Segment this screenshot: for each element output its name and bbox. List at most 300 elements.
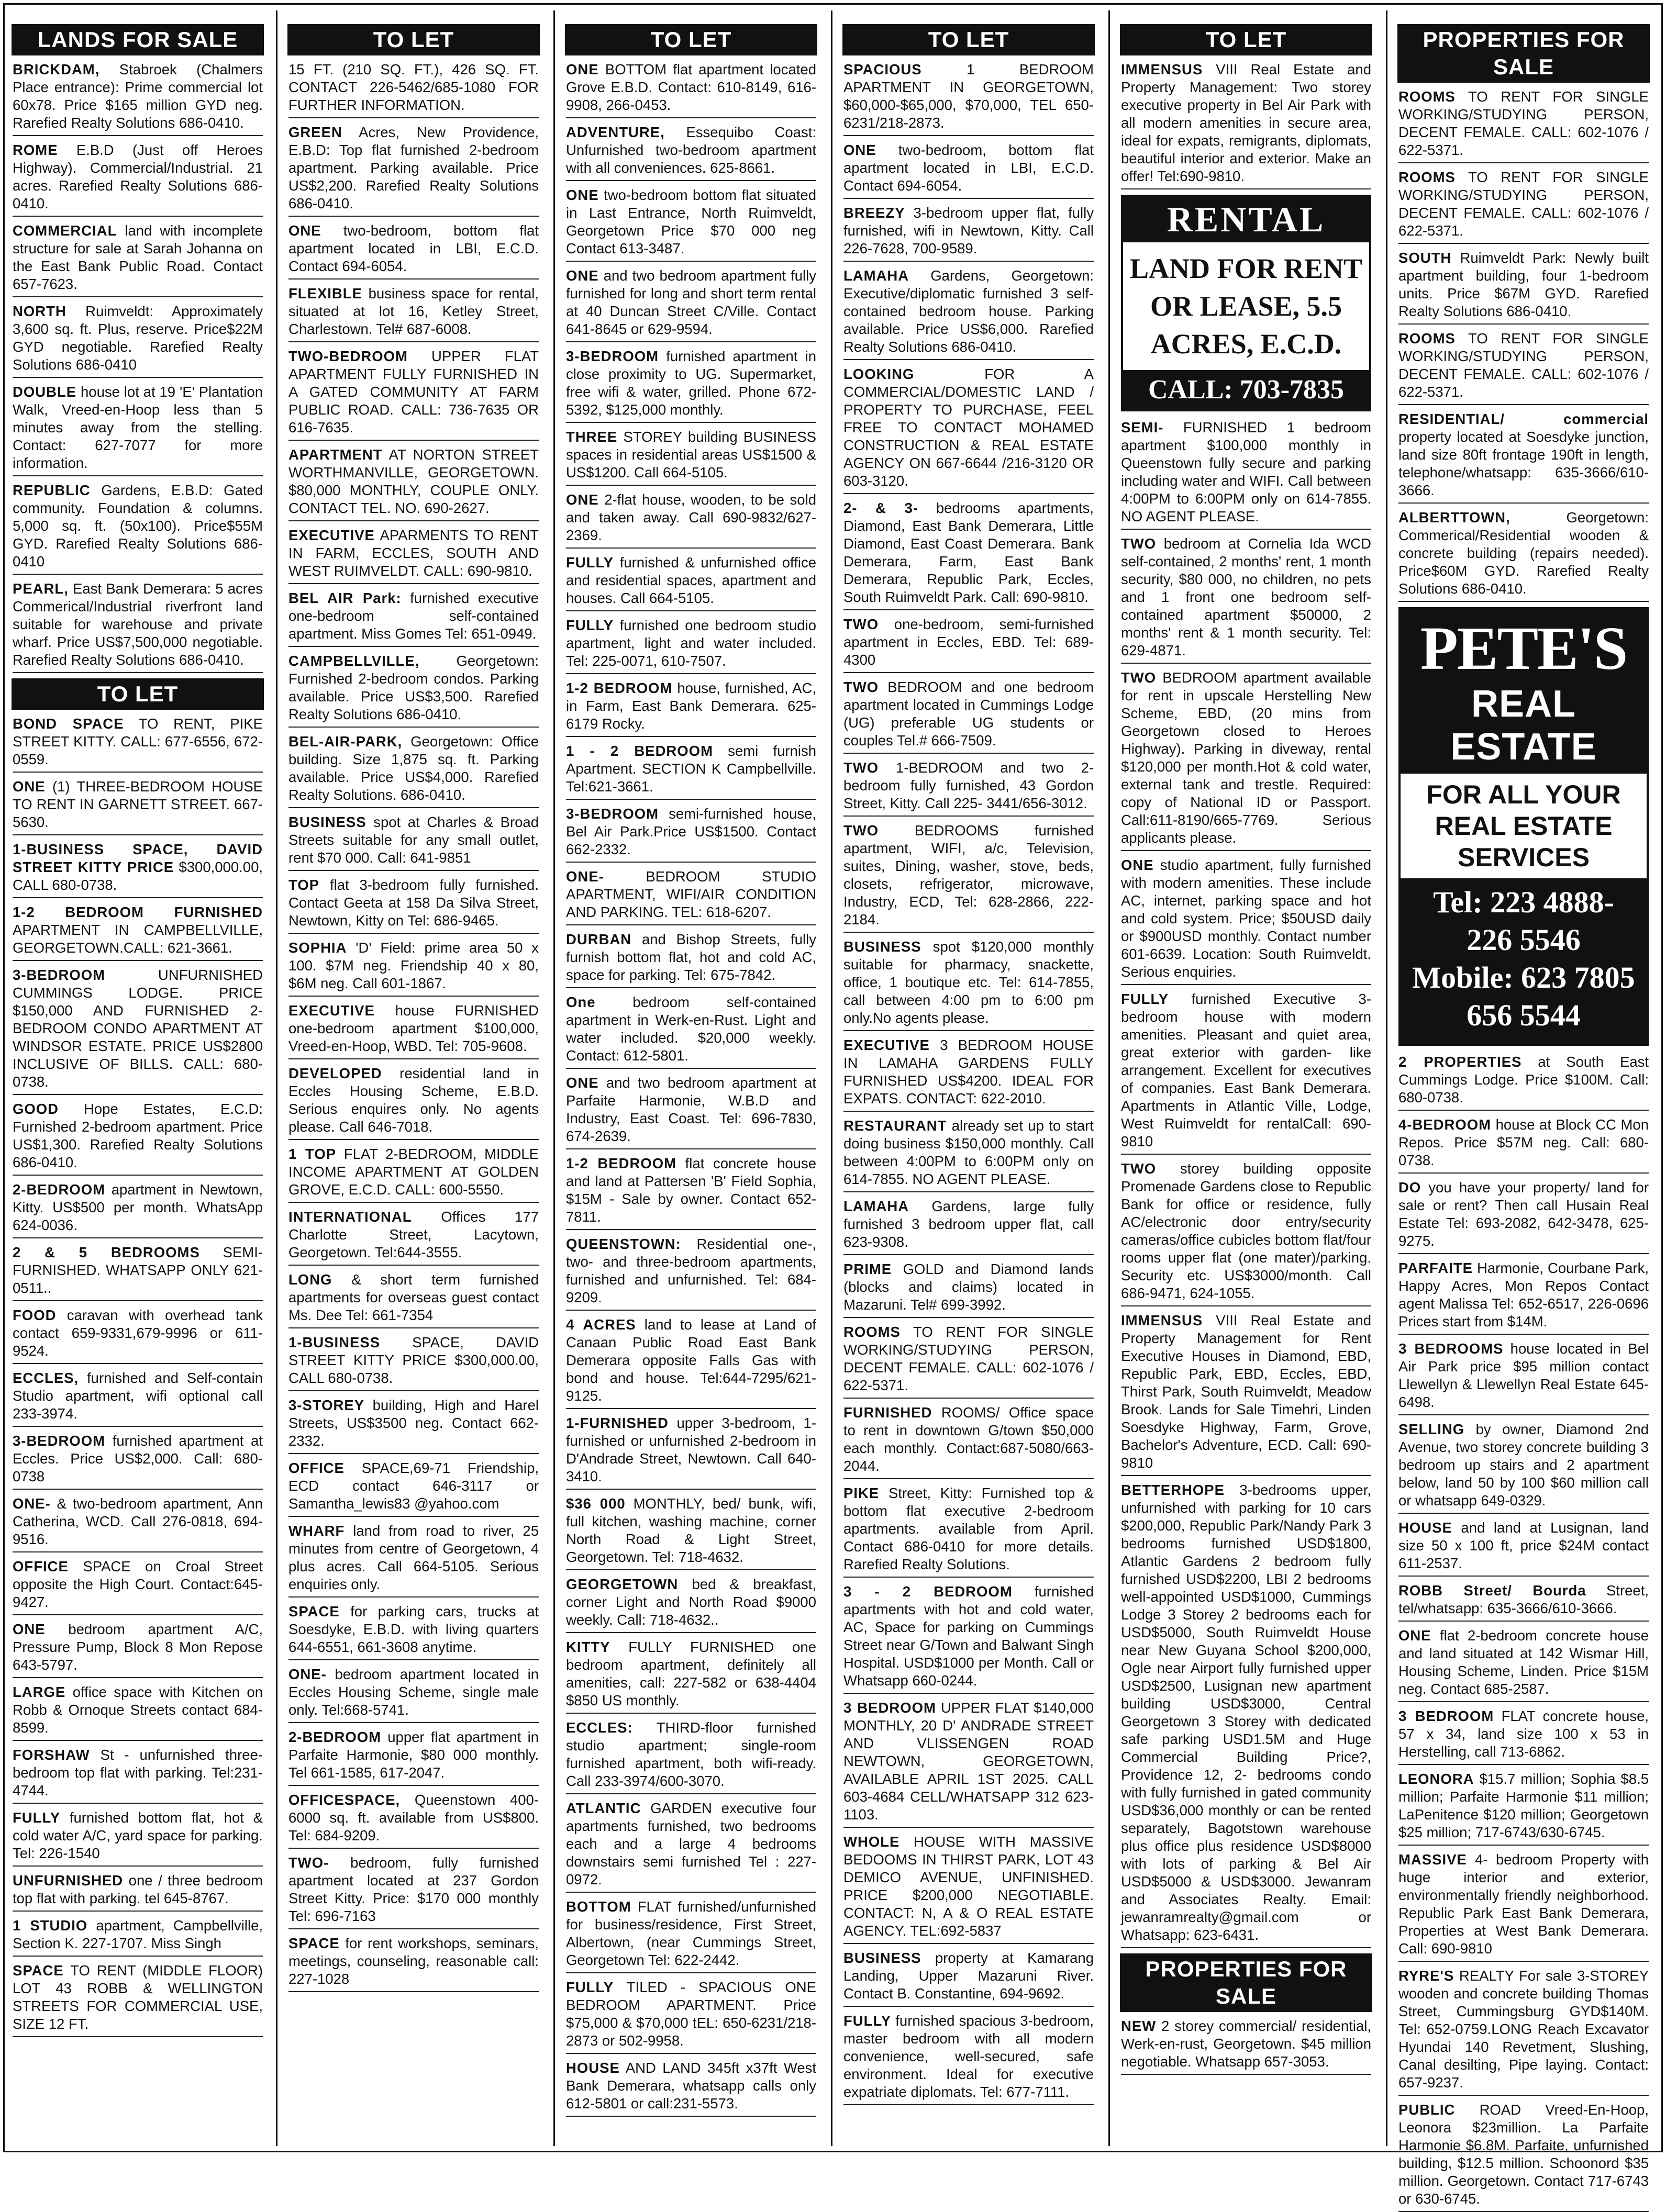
ad-keyword: BREEZY	[843, 205, 905, 221]
classified-ad	[1398, 88, 1649, 163]
classified-ad	[843, 2012, 1094, 2105]
ad-keyword: GOOD	[13, 1101, 59, 1117]
ad-text: SEMI-FURNISHED. WHATSAPP ONLY 621-0511..	[13, 1244, 263, 1296]
classified-ad	[566, 742, 816, 800]
classified-ad	[288, 1145, 539, 1203]
ad-keyword: TWO	[843, 679, 879, 695]
classified-ad	[566, 1638, 816, 1714]
ad-text: TO RENT FOR SINGLE WORKING/STUDYING PERSON, DECENT FEMALE. CALL: 602-1076 / 622-5371.	[843, 1324, 1094, 1393]
ad-text: furnished apartment at Eccles. Price US$2,000. Call: 680-0738	[13, 1433, 263, 1484]
classified-ad	[1398, 1627, 1649, 1702]
classified-ad	[13, 903, 263, 961]
petes-tel-2: 226 5546	[1467, 923, 1581, 957]
ad-text: bedroom apartment located in Eccles Housing Scheme, single male only. Tel:668-5741.	[288, 1666, 539, 1718]
classified-ad	[566, 1800, 816, 1893]
classified-ad	[1398, 169, 1649, 244]
ad-keyword: FURNISHED	[843, 1404, 932, 1421]
ad-text: apartment, Campbellville, Section K. 227-1707. Miss Singh	[13, 1917, 263, 1951]
rental-box-ad	[1121, 195, 1371, 411]
classified-ad	[1398, 1340, 1649, 1415]
classified-ad	[13, 1621, 263, 1678]
ad-keyword: 1-2 BEDROOM	[566, 680, 673, 696]
classified-ad	[566, 1155, 816, 1230]
classified-ad	[288, 222, 539, 280]
ad-keyword: 1 STUDIO	[13, 1917, 88, 1934]
ad-keyword: TWO	[1121, 535, 1157, 552]
classified-ad	[843, 365, 1094, 494]
ad-text: BEDROOM apartment available for rent in upscale Herstelling New Scheme, EBD, (20 mins from Georgetown closed to Heroes Highway). Parking in diveway, rental $120,000 per month.Hot & cold water, external tank and trestle. Required: copy of National ID or Passport. Call:611-8190/665-7769. Serious applicants please.	[1121, 669, 1371, 846]
classified-ad	[288, 527, 539, 584]
ad-text: UNFURNISHED CUMMINGS LODGE. PRICE $150,000 AND FURNISHED 2-BEDROOM CONDO APARTMENT AT WINDSOR ESTATE. PRICE US$2800 INCLUSIVE OF BILLS. CALL: 680-0738.	[13, 967, 263, 1090]
ad-text: semi-furnished house, Bel Air Park.Price US$1500. Contact 662-2332.	[566, 806, 817, 857]
classified-ad	[1121, 856, 1371, 985]
classified-ad	[843, 61, 1094, 136]
classified-ad	[1398, 1707, 1649, 1765]
ad-keyword: ONE	[13, 778, 46, 795]
ad-keyword: 3-BEDROOM	[566, 806, 659, 822]
ad-keyword: ONE-	[13, 1495, 51, 1512]
ad-text: HOUSE WITH MASSIVE BEDOOMS IN THIRST PARK, LOT 43 DEMICO AVENUE, UNFINISHED. PRICE $200,000 NEGOTIABLE. CONTACT: N, A & O REAL ESTATE AGENCY. TEL:692-5837	[843, 1834, 1094, 1939]
ad-text: Stabroek (Chalmers Place entrance): Prime commercial lot 60x78. Price $165 million GYD neg. Rarefied Realty Solutions 686-0410.	[13, 61, 263, 131]
ad-keyword: 3 BEDROOMS	[1398, 1340, 1504, 1357]
classified-ad	[288, 1459, 539, 1517]
classified-ad	[288, 1271, 539, 1328]
rental-box-title: RENTAL	[1123, 197, 1369, 242]
ad-text: REALTY For sale 3-STOREY wooden and concrete building Thomas Street, Cummingsburg GYD$140M. Tel: 652-0759.LONG Reach Excavator Hyundai 140 Revetment, Slushing, Canal desilting, Pipe laying. Contact: 657-9237.	[1398, 1968, 1649, 2091]
ad-keyword: 1 TOP	[288, 1146, 337, 1162]
classified-ad	[288, 446, 539, 521]
classified-ad	[1398, 1259, 1649, 1335]
classified-ad	[843, 204, 1094, 262]
ad-text: St - unfurnished three-bedroom top flat with parking. Tel:231-4744.	[13, 1747, 263, 1798]
ad-text: one / three bedroom top flat with parking. tel 645-8767.	[13, 1872, 263, 1906]
classified-ad	[13, 303, 263, 378]
ad-text: East Bank Demerara: 5 acres Commerical/Industrial riverfront land suitable for warehouse and private wharf. Price US$7,500,000 negotiable. Rarefied Realty Solutions 686-0410.	[13, 580, 263, 668]
ad-keyword: ROBB Street/ Bourda	[1398, 1582, 1586, 1599]
ad-text: flat 2-bedroom concrete house and land situated at 142 Wismar Hill, Housing Scheme, Linden. Price $15M neg. Contact 685-2587.	[1398, 1627, 1649, 1697]
classified-ad	[566, 2059, 816, 2117]
ad-keyword: ONE	[566, 1075, 599, 1091]
ad-text: & two-bedroom apartment, Ann Catherina, WCD. Call 276-0818, 694-9516.	[13, 1495, 263, 1547]
ad-text: TILED - SPACIOUS ONE BEDROOM APARTMENT. Price $75,000 & $70,000 tEL: 650-6231/218-2873 or 502-9958.	[566, 1979, 816, 2049]
ad-keyword: 3-BEDROOM	[13, 967, 106, 983]
ad-text: storey building opposite Promenade Gardens close to Republic Bank for office or residence, fully AC/electronic door entry/security cameras/office cubicles bottom flat/four rooms upper flat (one mater)/parking. Security etc. US$3000/month. Call 686-9471, 624-1055.	[1121, 1160, 1371, 1301]
ad-text: APARTMENT IN CAMPBELLVILLE, GEORGETOWN.CALL: 621-3661.	[13, 922, 263, 956]
ad-keyword: ECCLES:	[566, 1719, 633, 1736]
ad-text: TO RENT FOR SINGLE WORKING/STUDYING PERSON, DECENT FEMALE. CALL: 602-1076 / 622-5371.	[1398, 330, 1649, 400]
ad-text: Harmonie, Courbane Park, Happy Acres, Mon Repos Contact agent Malissa Tel: 652-6517, 226-0696 Prices start from $14M.	[1398, 1260, 1649, 1330]
ad-keyword: ROME	[13, 142, 58, 158]
ad-text: furnished bottom flat, hot & cold water A/C, yard space for parking. Tel: 226-1540	[13, 1809, 263, 1861]
ad-text: spot $120,000 monthly suitable for pharmacy, snackette, office, 1 boutique etc. Tel: 614-7855, call between 4:00 pm to 6:00 pm only.No agents please.	[843, 939, 1094, 1026]
ad-text: bedroom at Cornelia Ida WCD self-contained, 2 months' rent, 1 month security, $80 000, no children, no pets and 1 front one bedroom self-contained apartment $50000, 2 months' rent & 1 month security. Tel: 629-4871.	[1121, 535, 1371, 658]
ad-keyword: SEMI-	[1121, 419, 1164, 435]
classified-ad	[1398, 1519, 1649, 1577]
ad-text: bedrooms apartments, Diamond, East Bank Demerara, Little Diamond, East Coast Demerara. Bank Demerara, Farm, East Bank Demerara, Republic Park, Eccles, South Ruimveldt Park. Call: 690-9810.	[843, 500, 1094, 605]
classified-ad	[1398, 1967, 1649, 2096]
ad-keyword: ALBERTTOWN,	[1398, 509, 1510, 526]
ad-text: Street, Kitty: Furnished top & bottom flat executive 2-bedroom apartments. available from April. Contact 686-0410 for more details. Rarefied Realty Solutions.	[843, 1485, 1094, 1572]
ad-text: GARDEN executive four apartments furnished, two bedrooms each and a large 4 bedrooms downstairs semi furnished Tel : 227-0972.	[566, 1800, 816, 1887]
classified-ad	[1121, 1481, 1371, 1948]
ad-keyword: PARFAITE	[1398, 1260, 1473, 1276]
ad-text: 1 BEDROOM APARTMENT IN GEORGETOWN, $60,000-$65,000, $70,000, TEL 650-6231/218-2873.	[843, 61, 1094, 131]
classified-ad	[566, 1414, 816, 1490]
ad-text: house located in Bel Air Park price $95 million contact Llewellyn & Llewellyn Real Estate 645-6498.	[1398, 1340, 1649, 1410]
classified-ad	[843, 267, 1094, 360]
ad-keyword: One	[566, 994, 596, 1010]
classified-ad	[843, 1117, 1094, 1192]
ad-text: furnished & unfurnished office and residential spaces, apartment and houses. Call 664-5105.	[566, 554, 816, 606]
classified-ad	[13, 1872, 263, 1912]
ad-text: upper flat apartment in Parfaite Harmonie, $80 000 monthly. Tel 661-1585, 617-2047.	[288, 1729, 539, 1781]
classified-ad	[13, 1100, 263, 1176]
ad-keyword: RESIDENTIAL/ commercial	[1398, 411, 1649, 427]
ad-keyword: UNFURNISHED	[13, 1872, 124, 1889]
ad-keyword: FULLY	[566, 617, 614, 633]
ad-keyword: SOPHIA	[288, 940, 347, 956]
ad-keyword: ADVENTURE,	[566, 124, 665, 140]
ad-keyword: ECCLES,	[13, 1370, 79, 1386]
ad-text: two-bedroom, bottom flat apartment located in LBI, E.C.D. Contact 694-6054.	[843, 142, 1094, 194]
ad-keyword: TWO	[843, 822, 879, 839]
classified-ad	[288, 1002, 539, 1059]
ad-keyword: 3-STOREY	[288, 1397, 365, 1413]
classified-ad	[1121, 535, 1371, 664]
classified-ad	[566, 428, 816, 486]
ad-text: two-bedroom bottom flat situated in Last Entrance, North Ruimveldt, Georgetown Price $70 000 neg Contact 613-3487.	[566, 187, 817, 256]
ad-keyword: 2-BEDROOM	[13, 1181, 106, 1198]
ad-text: Georgetown: Furnished 2-bedroom condos. Parking available. Price US$3,500. Rarefied Realty Solutions 686-0410.	[288, 653, 539, 722]
ad-keyword: FULLY	[1121, 991, 1169, 1007]
ad-text: land from road to river, 25 minutes from centre of Georgetown, 4 plus acres. Call 664-5105. Serious enquiries only.	[288, 1523, 539, 1592]
classified-ad	[843, 1833, 1094, 1944]
ad-text: two-bedroom, bottom flat apartment located in LBI, E.C.D. Contact 694-6054.	[288, 222, 539, 274]
classified-ad	[13, 1809, 263, 1867]
classified-ad	[566, 1719, 816, 1794]
classified-ad	[13, 1683, 263, 1741]
classified-ad	[566, 931, 816, 988]
column-1	[9, 21, 266, 2146]
ad-keyword: 1-2 BEDROOM FURNISHED	[13, 904, 263, 920]
ad-keyword: ONE	[1398, 1627, 1431, 1644]
ad-text: FULLY FURNISHED one bedroom apartment, definitely all amenities, call: 227-582 or 638-4404 $850 US monthly.	[566, 1639, 816, 1708]
ad-text: Street, tel/whatsapp: 635-3666/610-3666.	[1398, 1582, 1649, 1616]
ad-text: Hope Estates, E.C.D: Furnished 2-bedroom apartment. Price US$1,300. Rarefied Realty Solutions 686-0410.	[13, 1101, 263, 1170]
classified-ad	[288, 652, 539, 728]
classified-ad	[843, 822, 1094, 933]
ad-text: furnished executive one-bedroom self-contained apartment. Miss Gomes Tel: 651-0949.	[288, 590, 539, 642]
ad-keyword: SELLING	[1398, 1421, 1465, 1437]
ad-keyword: $36 000	[566, 1495, 626, 1512]
classified-ad	[566, 186, 816, 262]
ad-text: ROAD Vreed-En-Hoop, Leonora $23million. La Parfaite Harmonie $6.8M. Parfaite, unfurnished building, $12.5 million. Schoonord $35 million. Georgetown. Contact 717-6743 or 630-6745.	[1398, 2102, 1649, 2207]
classified-ad	[1398, 1421, 1649, 1514]
petes-tel: Tel: 223 4888-	[1433, 885, 1614, 919]
ad-keyword: BUSINESS	[843, 1950, 921, 1966]
ad-keyword: BETTERHOPE	[1121, 1482, 1225, 1498]
ad-keyword: ROOMS	[843, 1324, 901, 1340]
ad-text: STOREY building BUSINESS spaces in residential areas US$1500 & US$1200. Call 664-5105.	[566, 429, 816, 481]
ad-keyword: ROOMS	[1398, 169, 1456, 185]
ad-text: bedroom self-contained apartment in Werk-en-Rust. Light and water included. $20,000 weekly. Contact: 612-5801.	[566, 994, 816, 1064]
ad-text: flat 3-bedroom fully furnished. Contact Geeta at 158 Da Silva Street, Newtown, Kitty on Tel: 686-9465.	[288, 877, 539, 929]
classified-ad	[13, 1917, 263, 1957]
column-rule	[276, 10, 277, 2146]
ad-keyword: 2- & 3-	[843, 500, 919, 516]
classified-ad	[566, 267, 816, 342]
classified-ad	[566, 617, 816, 674]
classified-ad	[288, 1522, 539, 1597]
classified-ad	[13, 1181, 263, 1238]
ad-keyword: WHOLE	[843, 1834, 900, 1850]
ad-text: THIRD-floor furnished studio apartment; single-room furnished apartment, both wifi-ready. Call 233-3974/600-3070.	[566, 1719, 816, 1789]
ad-keyword: PEARL,	[13, 580, 69, 597]
petes-subtitle: REAL ESTATE	[1401, 683, 1647, 774]
ad-keyword: ONE	[566, 61, 599, 77]
classified-ad	[843, 938, 1094, 1031]
column-4	[840, 21, 1097, 2146]
classified-ad	[288, 589, 539, 647]
classified-ad	[13, 1746, 263, 1804]
section-header-properties-for-sale: PROPERTIES FOR SALE	[1397, 24, 1650, 83]
ad-keyword: SPACIOUS	[843, 61, 922, 77]
classified-ad	[843, 678, 1094, 754]
ad-text: you have your property/ land for sale or rent? Then call Husain Real Estate Tel: 693-2082, 642-3478, 625-9275.	[1398, 1179, 1649, 1249]
ad-text: APARMENTS TO RENT IN FARM, ECCLES, SOUTH AND WEST RUIMVELDT. CALL: 690-9810.	[288, 527, 539, 579]
classified-ad	[13, 482, 263, 575]
ad-keyword: BRICKDAM,	[13, 61, 100, 77]
section-header-to-let: TO LET	[842, 24, 1095, 55]
classified-ad	[566, 993, 816, 1069]
ad-text: 'D' Field: prime area 50 x 100. $7M neg. Friendship 40 x 80, $6M neg. Call 601-1867.	[288, 940, 539, 991]
ad-text: and two bedroom apartment at Parfaite Harmonie, W.B.D and Industry, East Coast. Tel: 696-7830, 674-2639.	[566, 1075, 817, 1144]
ad-text: upper 3-bedroom, 1-furnished or unfurnished 2-bedroom in D'Andrade Street, Newtown. Call 640-3410.	[566, 1415, 817, 1484]
ad-keyword: 1-FURNISHED	[566, 1415, 669, 1431]
classified-ad	[13, 61, 263, 136]
ad-text: and land at Lusignan, land size 50 x 100 ft, price $24M contact 611-2537.	[1398, 1520, 1649, 1571]
ad-keyword: EXECUTIVE	[843, 1037, 930, 1053]
classified-ad	[843, 1036, 1094, 1112]
ad-keyword: IMMENSUS	[1121, 61, 1203, 77]
classified-ad	[288, 1334, 539, 1391]
classified-ad	[1121, 1312, 1371, 1476]
classified-ad	[1398, 1179, 1649, 1254]
classified-ad	[566, 1576, 816, 1633]
ad-text: $15.7 million; Sophia $8.5 million; Parfaite Harmonie $11 million; LaPenitence $120 million; Georgetown $25 million; 717-6743/630-6745.	[1398, 1771, 1649, 1840]
classified-ad	[566, 679, 816, 737]
ad-keyword: DO	[1398, 1179, 1421, 1196]
ad-text: business space for rental, situated at lot 16, Ketley Street, Charlestown. Tel# 687-6008.	[288, 285, 539, 337]
ad-keyword: ONE-	[566, 868, 604, 885]
ad-text: spot at Charles & Broad Streets suitable for any small outlet, rent $70 000. Call: 641-9851	[288, 814, 539, 866]
ad-text: $300,000.00, CALL 680-0738.	[13, 859, 263, 893]
classified-ad	[843, 1323, 1094, 1399]
classified-ad	[288, 813, 539, 871]
ad-keyword: TWO	[843, 616, 879, 632]
rental-box-phone: CALL: 703-7835	[1123, 370, 1369, 409]
classified-ad	[843, 1404, 1094, 1479]
ad-keyword: BUSINESS	[288, 814, 366, 830]
ad-keyword: LONG	[288, 1271, 332, 1288]
classified-ad	[843, 1198, 1094, 1255]
classified-ad	[288, 733, 539, 808]
ad-keyword: PIKE	[843, 1485, 880, 1501]
ad-list	[9, 715, 266, 2037]
classified-ad	[288, 1065, 539, 1140]
ad-text: 3 BEDROOM HOUSE IN LAMAHA GARDENS FULLY FURNISHED US$4200. IDEAL FOR EXPATS. CONTACT: 622-2010.	[843, 1037, 1094, 1107]
ad-text: house at Block CC Mon Repos. Price $57M neg. Call: 680-0738.	[1398, 1116, 1649, 1168]
classified-ad	[1121, 990, 1371, 1155]
petes-phones	[1401, 878, 1647, 1044]
ad-text: land to lease at Land of Canaan Public Road East Bank Demerara opposite Falls Gas with bond and house. Tel:644-7295/621-9125.	[566, 1316, 817, 1404]
classified-ad	[288, 1791, 539, 1849]
classified-ad	[13, 580, 263, 673]
classified-ad	[1398, 330, 1649, 405]
classified-ad	[566, 1235, 816, 1311]
ad-text: TO RENT FOR SINGLE WORKING/STUDYING PERSON, DECENT FEMALE. CALL: 602-1076 / 622-5371.	[1398, 169, 1649, 239]
ad-text: SPACE on Croal Street opposite the High Court. Contact:645-9427.	[13, 1558, 263, 1610]
ad-text: Offices 177 Charlotte Street, Lacytown, Georgetown. Tel:644-3555.	[288, 1209, 539, 1260]
ad-text: BEDROOM and one bedroom apartment located in Cummings Lodge (UG) preferable UG students or couples Tel.# 666-7509.	[843, 679, 1094, 748]
ad-text: UPPER FLAT APARTMENT FULLY FURNISHED IN A GATED COMMUNITY AT FARM PUBLIC ROAD. CALL: 736-7635 OR 616-7635.	[288, 348, 539, 435]
ad-keyword: LOOKING	[843, 366, 915, 382]
classified-ad	[13, 383, 263, 476]
ad-text: Gardens, Georgetown: Executive/diplomatic furnished 3 self-contained bedroom house. Parking available. Price US$6,000. Rarefied Realty Solutions 686-0410.	[843, 267, 1094, 355]
classified-ad	[13, 966, 263, 1095]
ad-keyword: BUSINESS	[843, 939, 921, 955]
ad-text: furnished Executive 3-bedroom house with modern amenities. Pleasant and quiet area, great exterior with garden- like arrangement. Excellent for executives of companies. East Bank Demerara. Apartments in Atlantic Ville, Lodge, West Ruimveldt for rentalCall: 690-9810	[1121, 991, 1371, 1149]
ad-keyword: INTERNATIONAL	[288, 1209, 412, 1225]
ad-keyword: ROOMS	[1398, 88, 1456, 105]
ad-text: by owner, Diamond 2nd Avenue, two storey concrete building 3 bedroom up stairs and 2 apartment below, land 50 by 100 $60 million call or whatsapp 649-0329.	[1398, 1421, 1649, 1509]
ad-text: TO RENT (MIDDLE FLOOR) LOT 43 ROBB & WELLINGTON STREETS FOR COMMERCIAL USE, SIZE 12 FT.	[13, 1962, 263, 2032]
classified-ad	[566, 348, 816, 423]
ad-text: bed & breakfast, corner Light and North Road $9000 weekly. Call: 718-4632..	[566, 1576, 817, 1628]
classified-ad	[843, 1484, 1094, 1578]
ad-keyword: TWO	[843, 759, 879, 776]
ad-text: BOTTOM flat apartment located Grove E.B.D. Contact: 610-8149, 616-9908, 266-0453.	[566, 61, 817, 113]
ad-keyword: DEVELOPED	[288, 1065, 382, 1081]
classified-ad	[843, 1949, 1094, 2007]
petes-mobile-2: 656 5544	[1467, 998, 1581, 1032]
petes-tagline: FOR ALL YOUR REAL ESTATE SERVICES	[1426, 780, 1621, 872]
ad-keyword: ROOMS	[1398, 330, 1456, 347]
ad-keyword: SPACE	[13, 1962, 64, 1979]
ad-keyword: SPACE	[288, 1603, 340, 1619]
ad-keyword: EXECUTIVE	[288, 527, 375, 543]
ad-keyword: PRIME	[843, 1261, 892, 1277]
classified-ad	[13, 222, 263, 297]
ad-keyword: OFFICE	[13, 1558, 69, 1574]
ad-keyword: GREEN	[288, 124, 342, 140]
classified-ad	[1121, 419, 1371, 530]
ad-keyword: BEL AIR Park:	[288, 590, 402, 606]
ad-text: BEDROOMS furnished apartment, WIFI, a/c, Television, suites, Dining, washer, stove, beds, closets, refrigerator, microwave, Industry, ECD, Tel: 628-2866, 222-2184.	[843, 822, 1094, 928]
section-header-lands-for-sale: LANDS FOR SALE	[12, 24, 264, 55]
classified-ad	[843, 616, 1094, 673]
classified-ad	[1398, 1116, 1649, 1174]
classified-ad	[13, 141, 263, 217]
ad-keyword: BOND SPACE	[13, 716, 124, 732]
ad-list	[1118, 61, 1374, 189]
ad-keyword: ATLANTIC	[566, 1800, 641, 1816]
ad-keyword: DURBAN	[566, 931, 632, 947]
classified-ad	[843, 1699, 1094, 1828]
column-5	[1118, 21, 1374, 2146]
ad-keyword: FULLY	[566, 554, 614, 571]
classified-ad	[13, 1244, 263, 1301]
ad-text: 15 FT. (210 SQ. FT.), 426 SQ. FT. CONTACT 226-5462/685-1080 FOR FURTHER INFORMATION.	[288, 61, 539, 113]
ad-keyword: ONE-	[288, 1666, 327, 1682]
ad-text: 2-flat house, wooden, to be sold and taken away. Call 690-9832/627-2369.	[566, 491, 816, 543]
classified-ad	[13, 1432, 263, 1490]
ad-text: E.B.D (Just off Heroes Highway). Commercial/Industrial. 21 acres. Rarefied Realty Solutions 686-0410.	[13, 142, 263, 211]
ad-keyword: CAMPBELLVILLE,	[288, 653, 420, 669]
ad-keyword: HOUSE	[1398, 1520, 1452, 1536]
classified-ad	[13, 1558, 263, 1615]
ad-keyword: BEL-AIR-PARK,	[288, 733, 403, 750]
classified-ad	[566, 554, 816, 611]
ad-keyword: LAMAHA	[843, 267, 909, 284]
ad-keyword: 3-BEDROOM	[13, 1433, 106, 1449]
classified-ad	[1121, 669, 1371, 851]
ad-text: GOLD and Diamond lands (blocks and claims) located in Mazaruni. Tel# 699-3992.	[843, 1261, 1094, 1313]
classified-ad	[1398, 410, 1649, 504]
column-rule	[831, 10, 832, 2146]
classified-ad	[13, 1495, 263, 1552]
ad-text: property at Kamarang Landing, Upper Mazaruni River. Contact B. Constantine, 694-9692.	[843, 1950, 1094, 2002]
ad-text: 4- bedroom Property with huge interior and exterior, environmentally friendly neighborhood. Republic Park East Bank Demerara, Properties at West Bank Demerara. Call: 690-9810	[1398, 1851, 1649, 1957]
ad-text: for parking cars, trucks at Soesdyke, E.B.D. with living quarters 644-6551, 661-3608 anytime.	[288, 1603, 539, 1655]
classified-ad	[13, 1306, 263, 1364]
classified-ad	[843, 141, 1094, 199]
column-3	[563, 21, 819, 2146]
ad-text: furnished and Self-contain Studio apartment, wifi optional call 233-3974.	[13, 1370, 263, 1422]
ad-keyword: EXECUTIVE	[288, 1002, 375, 1019]
ad-keyword: RYRE'S	[1398, 1968, 1454, 1984]
classified-ad	[566, 61, 816, 118]
classified-ad	[288, 1397, 539, 1454]
ad-text: bedroom apartment A/C, Pressure Pump, Block 8 Mon Repose 643-5797.	[13, 1621, 263, 1673]
ad-list	[1118, 419, 1374, 1948]
ad-list	[1118, 2017, 1374, 2075]
ad-text: 1-BEDROOM and two 2-bedroom fully furnished, 43 Gordon Street, Kitty. Call 225- 3441/656-3012.	[843, 759, 1094, 811]
ad-text: MONTHLY, bed/ bunk, wifi, full kitchen, washing machine, corner North Road & Light Street, Georgetown. Tel: 718-4632.	[566, 1495, 817, 1565]
ad-text: furnished one bedroom studio apartment, light and water included. Tel: 225-0071, 610-7507.	[566, 617, 816, 669]
ad-text: FLAT concrete house, 57 x 34, land size 100 x 53 in Herstelling, call 713-6862.	[1398, 1708, 1649, 1760]
classified-ad	[1398, 249, 1649, 325]
ad-keyword: LAMAHA	[843, 1198, 909, 1214]
ad-text: and Bishop Streets, fully furnish bottom flat, hot and cold AC, space for parking. Tel: 675-7842.	[566, 931, 816, 983]
ad-text: flat concrete house and land at Pattersen 'B' Field Sophia, $15M - Sale by owner. Contact 652-7811.	[566, 1155, 816, 1225]
ad-text: UPPER FLAT $140,000 MONTHLY, 20 D' ANDRADE STREET AND VLISSENGEN ROAD NEWTOWN, GEORGETOWN, AVAILABLE APRIL 1ST 2025. CALL 603-4684 CELL/WHATSAPP 312 623-1103.	[843, 1700, 1094, 1823]
ad-text: Queenstown 400-6000 sq. ft. available from US$800. Tel: 684-9209.	[288, 1792, 539, 1844]
ad-keyword: 4-BEDROOM	[1398, 1116, 1492, 1133]
classified-ad	[1398, 1770, 1649, 1846]
ad-text: FLAT furnished/unfurnished for business/residence, First Street, Albertown, (near Cummings Street, Georgetown Tel: 622-2442.	[566, 1898, 816, 1968]
petes-mobile: Mobile: 623 7805	[1412, 960, 1635, 995]
ad-keyword: ONE	[13, 1621, 46, 1637]
classified-ad	[566, 868, 816, 925]
ad-keyword: COMMERCIAL	[13, 222, 117, 239]
classified-ad	[288, 1208, 539, 1266]
classified-ad	[288, 1603, 539, 1660]
classified-ad	[288, 285, 539, 342]
ad-keyword: TWO	[1121, 1160, 1157, 1177]
ad-keyword: PUBLIC	[1398, 2102, 1456, 2118]
ad-keyword: 2-BEDROOM	[288, 1729, 382, 1745]
